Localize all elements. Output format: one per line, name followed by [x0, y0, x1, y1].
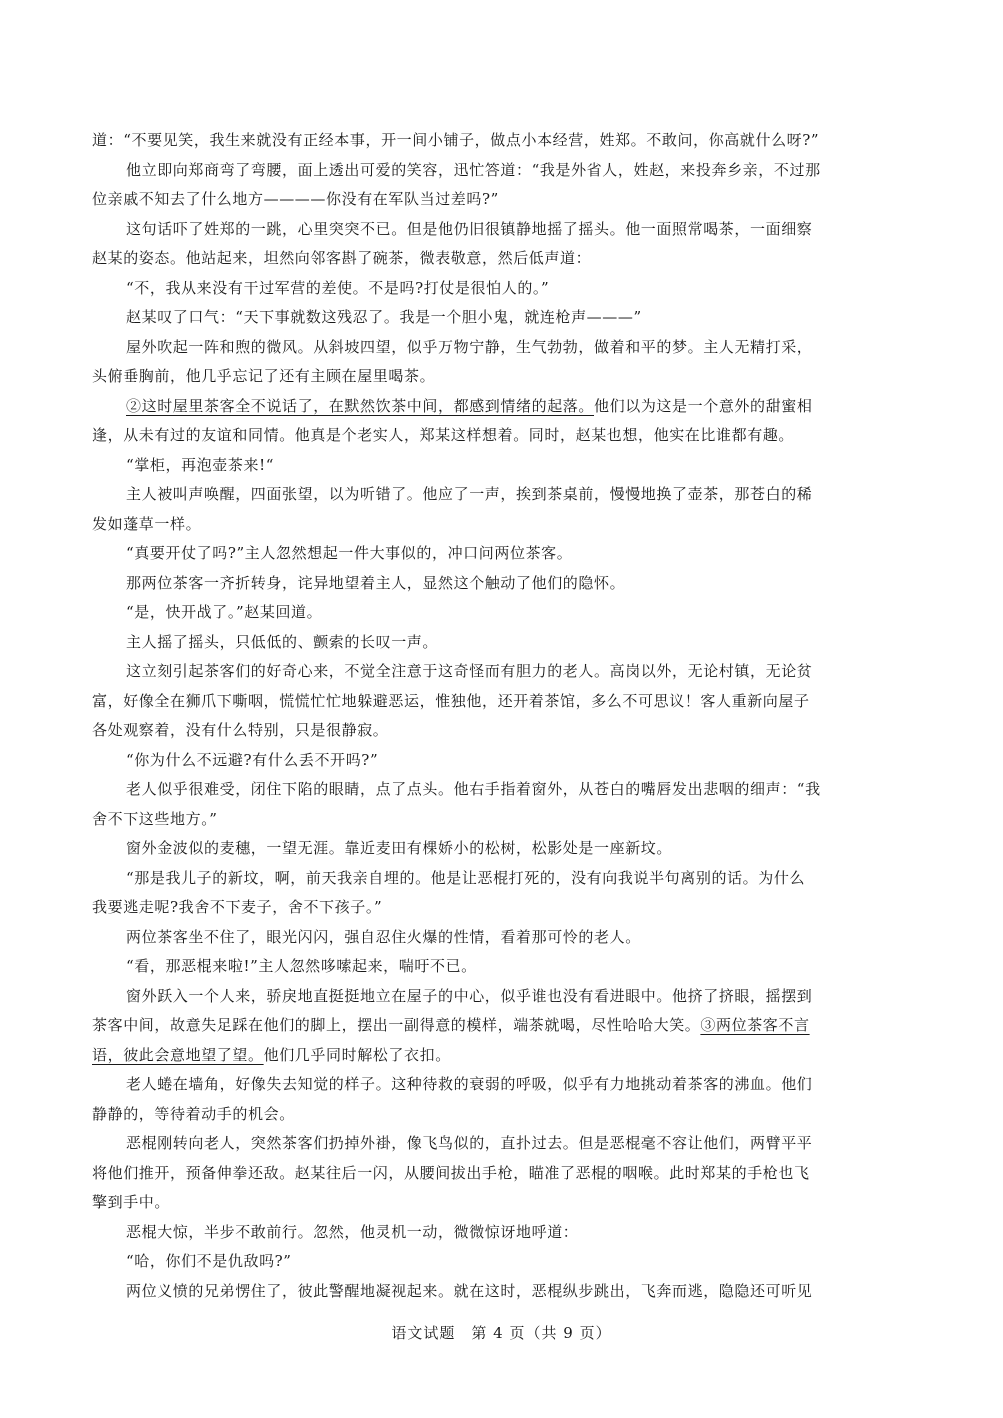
- text-segment: 赵某的姿态。他站起来，坦然向邻客斟了碗茶，微表敬意，然后低声道：: [92, 249, 592, 267]
- text-segment: 两位义愤的兄弟愣住了，彼此警醒地凝视起来。就在这时，恶棍纵步跳出，飞奔而逃，隐隐还可听见: [126, 1281, 813, 1300]
- underlined-sentence: 语，彼此会意地望了望。: [92, 1045, 264, 1064]
- text-line: [92, 746, 912, 776]
- text-line: [92, 923, 912, 953]
- text-line: [92, 539, 912, 569]
- text-line: [92, 333, 912, 363]
- text-segment: 头俯垂胸前，他几乎忘记了还有主顾在屋里喝茶。: [92, 367, 436, 385]
- text-segment: 那两位茶客一齐折转身，诧异地望着主人，显然这个触动了他们的隐怀。: [126, 573, 626, 592]
- text-segment: 他们以为这是一个意外的甜蜜相: [594, 396, 813, 415]
- text-segment: 他们几乎同时解松了衣扣。: [263, 1045, 451, 1064]
- text-segment: 我要逃走呢?我舍不下麦子，舍不下孩子。”: [92, 898, 383, 916]
- text-segment: 这句话吓了姓郑的一跳，心里突突不已。但是他仍旧很镇静地摇了摇头。他一面照常喝茶，一面细察: [126, 219, 813, 238]
- text-line: [92, 1100, 912, 1130]
- text-segment: 舍不下这些地方。”: [92, 809, 218, 828]
- passage-text: [92, 126, 912, 1306]
- text-segment: 恶棍大惊，半步不敢前行。忽然，他灵机一动，微微惊讶地呼道：: [126, 1222, 579, 1241]
- text-segment: 窗外金波似的麦穗，一望无涯。靠近麦田有棵娇小的松树，松影处是一座新坟。: [126, 839, 673, 857]
- text-line: [92, 569, 912, 599]
- text-segment: 擎到手中。: [92, 1193, 171, 1211]
- text-line: [92, 421, 912, 451]
- text-line: [92, 185, 912, 215]
- text-segment: 两位茶客坐不住了，眼光闪闪，强自忍住火爆的性情，看着那可怜的老人。: [126, 927, 641, 946]
- text-line: [92, 244, 912, 274]
- text-line: [92, 156, 912, 186]
- text-segment: 主人被叫声唤醒，四面张望，以为听错了。他应了一声，挨到茶桌前，慢慢地换了壶茶，那苍白的稀: [126, 485, 813, 503]
- text-segment: “哈，你们不是仇敌吗?”: [126, 1252, 292, 1270]
- text-segment: “掌柜，再泡壶茶来!“: [126, 455, 274, 474]
- text-segment: “真要开仗了吗?”主人忽然想起一件大事似的，冲口问两位茶客。: [126, 544, 573, 562]
- underlined-sentence: ③两位茶客不言: [700, 1016, 810, 1034]
- text-segment: 老人似乎很难受，闭住下陷的眼睛，点了点头。他右手指着窗外，从苍白的嘴唇发出悲咽的细声：“我: [126, 780, 821, 798]
- text-line: [92, 1218, 912, 1248]
- text-line: [92, 1188, 912, 1218]
- text-line: [92, 775, 912, 805]
- text-segment: 这立刻引起茶客们的好奇心来，不觉全注意于这奇怪而有胆力的老人。高岗以外，无论村镇，无论贫: [126, 662, 813, 680]
- text-line: [92, 1277, 912, 1307]
- text-line: [92, 952, 912, 982]
- text-line: [92, 864, 912, 894]
- text-segment: 发如蓬草一样。: [92, 514, 202, 533]
- text-line: [92, 1159, 912, 1189]
- text-line: [92, 451, 912, 481]
- text-segment: 将他们推开，预备伸拳还敌。赵某往后一闪，从腰间拔出手枪，瞄准了恶棍的咽喉。此时郑某的手枪也飞: [92, 1163, 810, 1182]
- text-line: [92, 716, 912, 746]
- text-line: [92, 362, 912, 392]
- underlined-sentence: ②这时屋里茶客全不说话了，在默然饮茶中间，都感到情绪的起落。: [126, 396, 595, 415]
- text-segment: 主人摇了摇头，只低低的、颤索的长叹一声。: [126, 632, 439, 651]
- text-line: [92, 126, 912, 156]
- text-segment: “你为什么不远避?有什么丢不开吗?”: [126, 750, 379, 769]
- text-line: [92, 1129, 912, 1159]
- text-line: [92, 215, 912, 245]
- text-segment: “那是我儿子的新坟，啊，前天我亲自埋的。他是让恶棍打死的，没有向我说半句离别的话。为什么: [126, 868, 806, 887]
- text-line: [92, 893, 912, 923]
- text-line: [92, 598, 912, 628]
- text-segment: 富，好像全在狮爪下嘶咽，慌慌忙忙地躲避恶运，惟独他，还开着茶馆，多么不可思议！客人重新向屋子: [92, 691, 810, 710]
- text-segment: 逢，从未有过的友谊和同情。他真是个老实人，郑某这样想着。同时，赵某也想，他实在比谁都有趣。: [92, 426, 795, 444]
- text-segment: 窗外跃入一个人来，骄戾地直挺挺地立在屋子的中心，似乎谁也没有看进眼中。他挤了挤眼，摇摆到: [126, 986, 813, 1005]
- text-segment: 屋外吹起一阵和煦的微风。从斜坡四望，似乎万物宁静，生气勃勃，做着和平的梦。主人无精打采，: [126, 337, 813, 356]
- text-segment: 茶客中间，故意失足踩在他们的脚上，摆出一副得意的模样，端茶就喝，尽性哈哈大笑。: [92, 1016, 701, 1034]
- text-line: [92, 687, 912, 717]
- text-line: [92, 657, 912, 687]
- text-line: [92, 1247, 912, 1277]
- text-line: [92, 392, 912, 422]
- page-footer: 语文试题 第 4 页（共 9 页）: [391, 1324, 612, 1342]
- text-line: [92, 982, 912, 1012]
- text-line: [92, 274, 912, 304]
- text-segment: “是，快开战了。”赵某回道。: [126, 603, 323, 621]
- text-segment: 老人蜷在墙角，好像失去知觉的样子。这种待救的衰弱的呼吸，似乎有力地挑动着茶客的沸血。他们: [126, 1075, 813, 1093]
- text-segment: 位亲戚不知去了什么地方————你没有在军队当过差吗?”: [92, 190, 499, 208]
- text-line: [92, 510, 912, 540]
- text-segment: “不，我从来没有干过军营的差使。不是吗?打仗是很怕人的。”: [126, 278, 550, 297]
- text-segment: 静静的，等待着动手的机会。: [92, 1104, 295, 1123]
- text-segment: “看，那恶棍来啦!”主人忽然哆嗦起来，喘吁不已。: [126, 957, 477, 975]
- text-segment: 道：“不要见笑，我生来就没有正经本事，开一间小铺子，做点小本经营，姓郑。不敢问，你高就什么呀?”: [92, 131, 820, 149]
- text-line: [92, 1011, 912, 1041]
- text-line: [92, 628, 912, 658]
- text-line: [92, 1070, 912, 1100]
- text-line: [92, 805, 912, 835]
- text-line: [92, 1041, 912, 1071]
- text-segment: 各处观察着，没有什么特别，只是很静寂。: [92, 721, 389, 739]
- text-line: [92, 480, 912, 510]
- text-segment: 他立即向郑商弯了弯腰，面上透出可爱的笑容，迅忙答道：“我是外省人，姓赵，来投奔乡亲，不过那: [126, 160, 821, 179]
- text-line: [92, 834, 912, 864]
- text-line: [92, 303, 912, 333]
- text-segment: 赵某叹了口气：“天下事就数这残忍了。我是一个胆小鬼，就连枪声———”: [126, 308, 642, 326]
- text-segment: 恶棍刚转向老人，突然茶客们扔掉外褂，像飞鸟似的，直扑过去。但是恶棍毫不容让他们，两臂平平: [126, 1134, 813, 1152]
